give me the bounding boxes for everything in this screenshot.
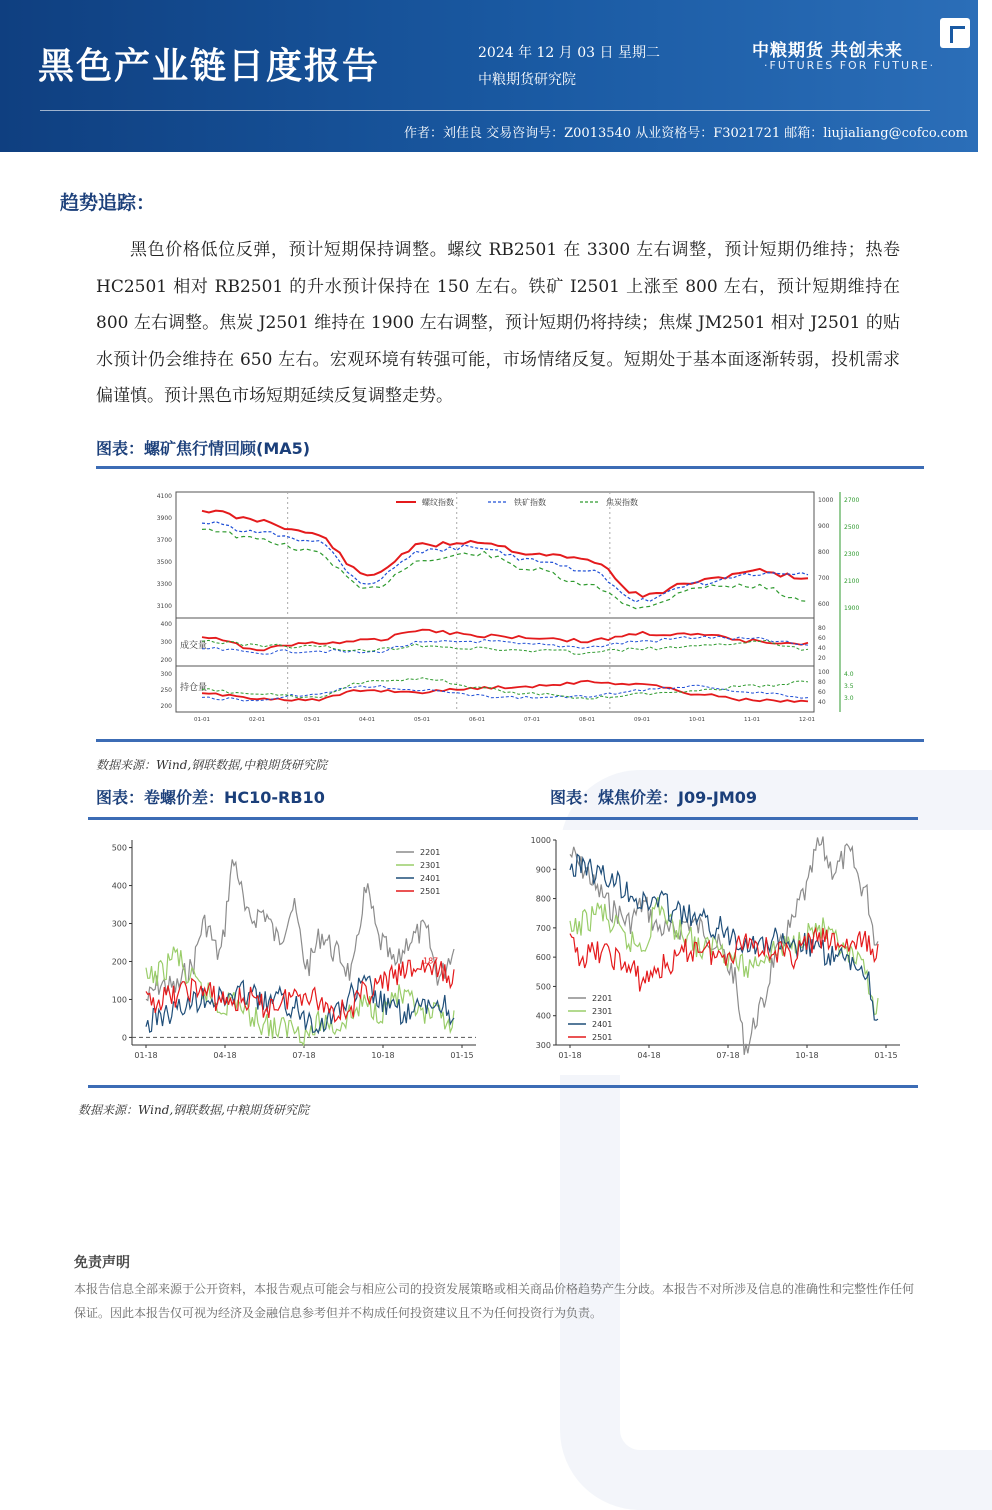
fig1-mid-right-tick: 800 [818,549,830,556]
fig1-volume-line [202,630,808,651]
x-tick-label: 07-18 [716,1051,740,1060]
fig1-x-tick: 04-01 [359,717,375,723]
x-tick-label: 04-18 [637,1051,661,1060]
series-line [570,837,878,1055]
fig1-frame [176,492,814,712]
fig1-left-tick: 3100 [156,603,172,610]
disclaimer-body: 本报告信息全部来源于公开资料，本报告观点可能会与相应公司的投资发展策略或相关商品价格趋势产生分歧。本报告不对所涉及信息的准确性和完整性作任何保证。因此本报告仅可视为经济及金融信息参考但并不构成任何投资建议且不为任何投资行为负责。 [74,1282,915,1320]
figure23-source: 数据来源：Wind,钢联数据,中粮期货研究院 [78,1103,310,1117]
y-tick-label: 500 [535,982,551,992]
x-tick-label: 01-18 [134,1051,158,1060]
fig1-oi-right-tick: 100 [818,669,830,676]
legend-label: 2501 [592,1033,613,1042]
fig1-oi-right-tick: 40 [818,699,826,706]
fig1-volume-line [202,640,808,654]
fig1-mid-right-tick: 1000 [818,497,834,504]
author-line: 作者：刘佳良 交易咨询号：Z0013540 从业资格号：F3021721 邮箱：liujialiang@cofco.com [404,126,968,141]
fig1-oi-right-tick: 60 [818,689,826,696]
legend-label: 2401 [592,1020,613,1029]
y-tick-label: 700 [535,923,551,933]
figure1-title: 图表：螺矿焦行情回顾(MA5) [96,439,311,458]
fig1-series-line [202,511,808,597]
section-heading: 趋势追踪： [60,192,156,214]
fig1-oi-far-tick: 3.0 [844,695,854,702]
fig1-oi-far-tick: 3.5 [844,683,854,690]
figure3-chart [522,830,912,1075]
fig1-x-tick: 01-01 [194,717,210,723]
cofco-logo-icon [940,18,970,48]
fig1-x-tick: 05-01 [414,717,430,723]
fig1-oi-left-tick: 300 [160,671,172,678]
fig1-legend-label: 焦炭指数 [606,498,638,507]
x-tick-label: 10-18 [795,1051,819,1060]
fig1-legend-label: 螺纹指数 [422,498,454,507]
y-tick-label: 300 [535,1041,551,1050]
fig1-far-right-tick: 1900 [844,605,860,612]
report-date: 2024 年 12 月 03 日 星期二 [478,45,660,61]
fig1-far-right-tick: 2100 [844,578,860,585]
fig1-oi-far-tick: 4.0 [844,671,854,678]
legend-label: 2401 [420,874,441,883]
y-tick-label: 400 [535,1011,551,1021]
fig1-far-right-tick: 2300 [844,551,860,558]
y-tick-label: 1000 [530,836,551,845]
fig1-x-tick: 12-01 [799,717,815,723]
y-tick-label: 300 [111,919,127,929]
x-tick-label: 01-15 [450,1051,474,1060]
institute-name: 中粮期货研究院 [478,72,576,88]
y-tick-label: 500 [111,843,127,853]
fig1-far-right-tick: 2700 [844,497,860,504]
x-tick-label: 07-18 [292,1051,316,1060]
y-tick-label: 600 [535,953,551,963]
fig1-oi-right-tick: 80 [818,679,826,686]
fig1-left-tick: 3900 [156,515,172,522]
fig1-x-tick: 02-01 [249,717,265,723]
fig1-vol-right-tick: 20 [818,655,826,662]
fig1-x-tick: 07-01 [524,717,540,723]
fig1-left-tick: 3500 [156,559,172,566]
figure1-chart [96,470,924,738]
legend-label: 2301 [420,861,441,870]
fig1-vol-left-tick: 200 [160,657,172,664]
figure2-chart [98,830,488,1075]
figure1-source: 数据来源：Wind,钢联数据,中粮期货研究院 [96,758,328,772]
fig1-x-tick: 08-01 [579,717,595,723]
figure1-top-rule [96,466,924,469]
fig1-vol-right-tick: 60 [818,635,826,642]
fig1-left-tick: 3300 [156,581,172,588]
fig1-series-line [202,522,808,602]
figure1-bottom-rule [96,739,924,742]
fig1-mid-right-tick: 700 [818,575,830,582]
fig1-mid-right-tick: 900 [818,523,830,530]
fig1-volume-label: 成交量 [180,641,208,651]
figure3-title: 图表：煤焦价差：J09-JM09 [550,788,758,807]
fig1-left-tick: 4100 [156,493,172,500]
legend-label: 2301 [592,1007,613,1016]
report-header [0,0,978,152]
y-tick-label: 100 [111,995,127,1005]
fig1-far-right-tick: 2500 [844,524,860,531]
trend-paragraph: 黑色价格低位反弹，预计短期保持调整。螺纹 RB2501 在 3300 左右调整，预计短期仍维持；热卷 HC2501 相对 RB2501 的升水预计保持在 150 左右。铁矿 I2501 上涨至 800 左右，预计短期维持在 800 左右调整。焦炭 J2501 维持在 1900 左右调整，预计短期仍将持续；焦煤 JM2501 相对 J2501 的贴水预计仍会维持在 650 左右。宏观环境有转强可能，市场情绪反复。短期处于基本面逐渐转弱，投机需求偏谨慎。预计黑色市场短期延续反复调整走势。 [96,240,900,406]
y-tick-label: 0 [121,1033,127,1043]
brand-name: 中粮期货 共创未来 [752,41,903,61]
last-value-annotation: 187 [423,956,439,966]
y-tick-label: 900 [535,865,551,875]
x-tick-label: 04-18 [213,1051,237,1060]
legend-label: 2201 [592,994,613,1003]
fig1-vol-left-tick: 300 [160,639,172,646]
figure23-bottom-rule [88,1085,918,1088]
report-title: 黑色产业链日度报告 [38,46,381,87]
fig1-x-tick: 11-01 [744,717,760,723]
fig1-vol-right-tick: 40 [818,645,826,652]
series-line [146,976,454,1033]
header-divider [40,110,930,111]
fig1-left-tick: 3700 [156,537,172,544]
fig1-oi-left-tick: 200 [160,703,172,710]
legend-label: 2201 [420,848,441,857]
fig1-x-tick: 10-01 [689,717,705,723]
x-tick-label: 01-18 [558,1051,582,1060]
figure2-title: 图表：卷螺价差：HC10-RB10 [96,788,325,807]
y-tick-label: 200 [111,957,127,967]
fig1-x-tick: 03-01 [304,717,320,723]
x-tick-label: 10-18 [371,1051,395,1060]
fig1-vol-right-tick: 80 [818,625,826,632]
fig1-oi-label: 持仓量 [180,683,208,693]
fig1-series-line [202,529,808,609]
fig1-oi-line [202,681,808,702]
fig1-oi-left-tick: 250 [160,687,172,694]
y-tick-label: 800 [535,894,551,904]
fig1-mid-right-tick: 600 [818,601,830,608]
y-tick-label: 400 [111,881,127,891]
figure23-top-rule [88,817,918,820]
fig1-legend-label: 铁矿指数 [514,498,546,507]
brand-slogan: ·FUTURES FOR FUTURE· [764,59,936,72]
x-tick-label: 01-15 [874,1051,898,1060]
fig1-vol-left-tick: 400 [160,621,172,628]
fig1-x-tick: 09-01 [634,717,650,723]
disclaimer-title: 免责声明 [74,1255,130,1271]
legend-label: 2501 [420,887,441,896]
fig1-x-tick: 06-01 [469,717,485,723]
